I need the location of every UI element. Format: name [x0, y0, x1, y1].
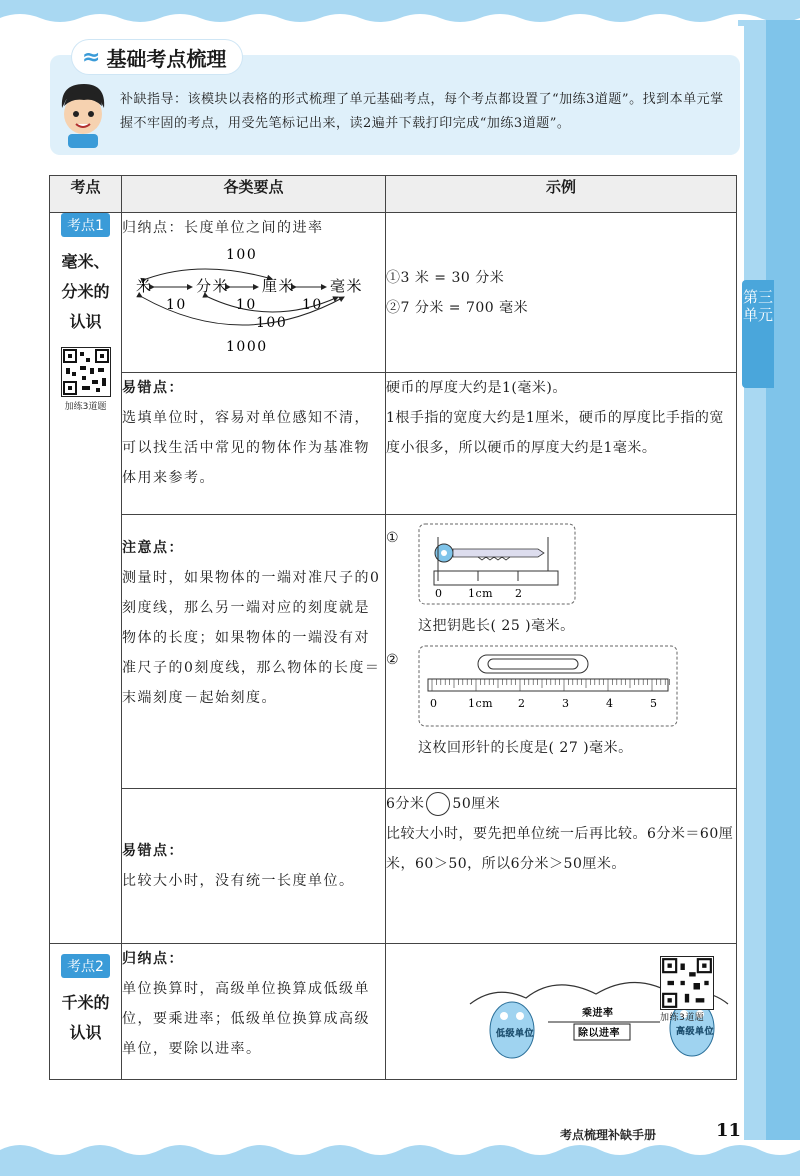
ruler2-tick-1: 1cm	[468, 697, 494, 710]
table-row	[50, 515, 737, 789]
kaodian1-name-line3: 认识	[69, 312, 102, 331]
rate-10-c: 10	[302, 297, 323, 313]
unit-fenmi: 分米	[196, 277, 230, 295]
header-points: 各类要点	[122, 176, 386, 213]
mul-rate-label: 乘进率	[582, 1008, 614, 1019]
qr-code-icon-2[interactable]	[660, 956, 714, 1010]
unit-conversion-illustration	[466, 964, 796, 1064]
row2-example-line2: 1根手指的宽度大约是1厘米，硬币的厚度比手指的宽度小很多，所以硬币的厚度大约是1毫米。	[386, 410, 724, 456]
row1-examples	[386, 213, 737, 373]
unit-rate-diagram	[122, 243, 366, 355]
row5-label: 归纳点：	[122, 951, 184, 967]
rate-100-top: 100	[226, 247, 258, 263]
low-unit-mascot	[490, 1002, 534, 1058]
ruler2-tick-3: 3	[562, 697, 570, 710]
row2-label: 易错点：	[122, 380, 184, 396]
row2-examples	[386, 373, 737, 515]
guide-text: 补缺指导：该模块以表格的形式梳理了单元基础考点，每个考点都设置了“加练3道题”。找到本单元掌握不牢固的考点，用受先笔标记出来，读2遍并下载打印完成“加练3道题”。	[120, 92, 724, 131]
rate-10-a: 10	[166, 297, 187, 313]
table-header-row	[50, 176, 737, 213]
ruler-example-2	[386, 645, 736, 727]
row5-examples	[386, 944, 737, 1080]
section-title-text: 基础考点梳理	[106, 46, 227, 71]
row2-example-line1: 硬币的厚度大约是1(毫米)。	[386, 380, 567, 396]
section-title	[72, 40, 242, 74]
ruler2-tick-0: 0	[430, 697, 438, 710]
ruler1-tick-1: 1cm	[468, 587, 494, 600]
qr-label-2: 加练3道题	[660, 1013, 705, 1023]
unit-mi: 米	[136, 277, 153, 295]
wave-icon: ≈	[82, 44, 101, 70]
row2-text: 选填单位时，容易对单位感知不清，可以找生活中常见的物体作为基准物体用来参考。	[122, 410, 370, 486]
qr-code-icon[interactable]	[61, 347, 111, 397]
bottom-wave-border	[0, 1136, 800, 1176]
ex1-number: ①	[386, 530, 400, 546]
kaodian2-badge: 考点2	[61, 954, 110, 978]
row5-points	[122, 944, 386, 1080]
rate-1000: 1000	[226, 339, 268, 355]
row4-left: 6分米	[386, 796, 425, 812]
row4-examples	[386, 789, 737, 944]
row4-compare	[386, 789, 736, 819]
ruler-example-1	[386, 523, 736, 605]
high-unit-label: 高级单位	[676, 1027, 715, 1037]
table-row	[50, 213, 737, 373]
row3-ex1-text: 这把钥匙长( 25 )毫米。	[418, 618, 575, 634]
footer-book-title: 考点梳理补缺手册	[560, 1128, 657, 1142]
row4-explanation: 比较大小时，要先把单位统一后再比较。6分米＝60厘米，60＞50，所以6分米＞50厘米。	[386, 826, 734, 872]
clip-ruler-figure	[418, 645, 678, 727]
div-rate-label: 除以进率	[578, 1028, 620, 1039]
unit-haomi: 毫米	[330, 277, 364, 295]
row2-points	[122, 373, 386, 515]
ruler1-tick-0: 0	[435, 587, 443, 600]
compare-blank-circle[interactable]	[426, 792, 450, 816]
rate-10-b: 10	[236, 297, 257, 313]
row1-example1: ①3 米 = 30 分米	[386, 269, 505, 286]
ex2-number: ②	[386, 652, 400, 668]
ruler1-tick-2: 2	[515, 587, 523, 600]
table-row	[50, 944, 737, 1080]
row5-text: 单位换算时，高级单位换算成低级单位，要乘进率；低级单位换算成高级单位，要除以进率。	[122, 981, 370, 1057]
unit-limi: 厘米	[262, 277, 296, 295]
row3-points	[122, 515, 386, 789]
row4-label: 易错点：	[122, 843, 184, 859]
row4-text: 比较大小时，没有统一长度单位。	[122, 873, 355, 889]
ruler2-tick-2: 2	[518, 697, 526, 710]
row1-points	[122, 213, 386, 373]
page-number: 11	[716, 1120, 742, 1141]
top-wave-border	[0, 0, 800, 26]
row4-right: 50厘米	[452, 796, 501, 812]
row1-label: 归纳点：长度单位之间的进率	[122, 220, 324, 236]
qr-label: 加练3道题	[64, 402, 107, 412]
row3-text: 测量时，如果物体的一端对准尺子的0刻度线，那么另一端对应的刻度就是物体的长度；如果物体的一端没有对准尺子的0刻度线，那么物体的长度＝末端刻度－起始刻度。	[122, 570, 381, 706]
row3-ex2-text: 这枚回形针的长度是( 27 )毫米。	[418, 740, 633, 756]
row4-points	[122, 789, 386, 944]
header-kaodian: 考点	[50, 176, 122, 213]
unit-tab[interactable]: 第三单元	[742, 280, 774, 388]
ruler2-tick-4: 4	[606, 697, 614, 710]
low-unit-label: 低级单位	[496, 1029, 535, 1039]
row1-example2: ②7 分米 = 700 毫米	[386, 299, 529, 316]
kaodian1-name-line1: 毫米、	[61, 252, 110, 271]
kaodian2-name-line2: 认识	[69, 1023, 102, 1042]
ruler2-tick-5: 5	[650, 697, 658, 710]
row3-examples	[386, 515, 737, 789]
kaodian2-cell	[50, 944, 122, 1080]
table-row	[50, 373, 737, 515]
kaodian2-name-line1: 千米的	[61, 993, 110, 1012]
knowledge-table	[49, 175, 737, 1080]
row3-label: 注意点：	[122, 540, 184, 556]
key-ruler-figure	[418, 523, 576, 605]
kaodian1-name-line2: 分米的	[61, 282, 110, 301]
boy-avatar-icon	[54, 78, 112, 148]
kaodian1-badge: 考点1	[61, 213, 110, 237]
header-examples: 示例	[386, 176, 737, 213]
table-row	[50, 789, 737, 944]
kaodian1-cell	[50, 213, 122, 944]
rate-100-bottom: 100	[256, 315, 288, 331]
